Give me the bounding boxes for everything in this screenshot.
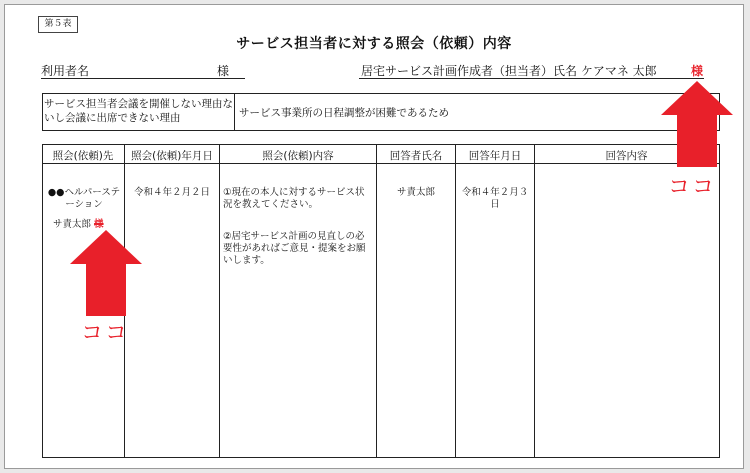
arrow-head bbox=[661, 81, 733, 115]
header-respondent: 回答者氏名 bbox=[389, 150, 443, 162]
reason-divider bbox=[234, 93, 235, 130]
creator-label: 居宅サービス計画作成者（担当者）氏名 ケアマネ 太郎 bbox=[361, 64, 657, 78]
header-answer-content: 回答内容 bbox=[605, 150, 648, 162]
koko-label-left: ココ bbox=[81, 321, 130, 346]
column-divider bbox=[376, 144, 377, 457]
user-name-label: 利用者名 bbox=[41, 64, 90, 78]
column-divider bbox=[534, 144, 535, 457]
cell-content-1: ①現在の本人に対するサービス状況を教えてください。 bbox=[223, 187, 365, 210]
cell-content-2: ②居宅サービス計画の見直しの必要性があればご意見・提案をお願いします。 bbox=[223, 231, 366, 266]
reason-label: サービス担当者会議を開催しない理由ないし会議に出席できない理由 bbox=[44, 98, 233, 124]
arrow-shaft bbox=[677, 115, 717, 167]
column-divider bbox=[455, 144, 456, 457]
destination-person-suffix-highlight: 様 bbox=[94, 219, 104, 230]
destination-person-name: サ責太郎 bbox=[53, 219, 92, 230]
cell-answer-date: 令和４年２月３日 bbox=[461, 187, 529, 210]
reason-value: サービス事業所の日程調整が困難であるため bbox=[239, 107, 449, 119]
creator-suffix-highlight: 様 bbox=[691, 64, 704, 78]
arrow-head bbox=[70, 230, 142, 264]
cell-request-date: 令和４年２月２日 bbox=[133, 187, 210, 198]
column-divider bbox=[219, 144, 220, 457]
form-number: 第５表 bbox=[38, 16, 78, 33]
table-header-divider bbox=[42, 163, 719, 164]
cell-destination: ●●ヘルパーステーション bbox=[47, 187, 121, 210]
cell-respondent: サ責太郎 bbox=[396, 187, 435, 198]
page-title: サービス担当者に対する照会（依頼）内容 bbox=[236, 36, 512, 52]
header-destination: 照会(依頼)先 bbox=[52, 150, 114, 162]
arrow-up-icon bbox=[70, 230, 142, 316]
header-request-content: 照会(依頼)内容 bbox=[262, 150, 334, 162]
header-answer-date: 回答年月日 bbox=[468, 150, 522, 162]
koko-label-right: ココ bbox=[668, 175, 717, 200]
document-page bbox=[4, 4, 744, 469]
arrow-up-icon bbox=[661, 81, 733, 167]
user-name-suffix: 様 bbox=[217, 64, 230, 78]
arrow-shaft bbox=[86, 264, 126, 316]
header-request-date: 照会(依頼)年月日 bbox=[131, 150, 213, 162]
